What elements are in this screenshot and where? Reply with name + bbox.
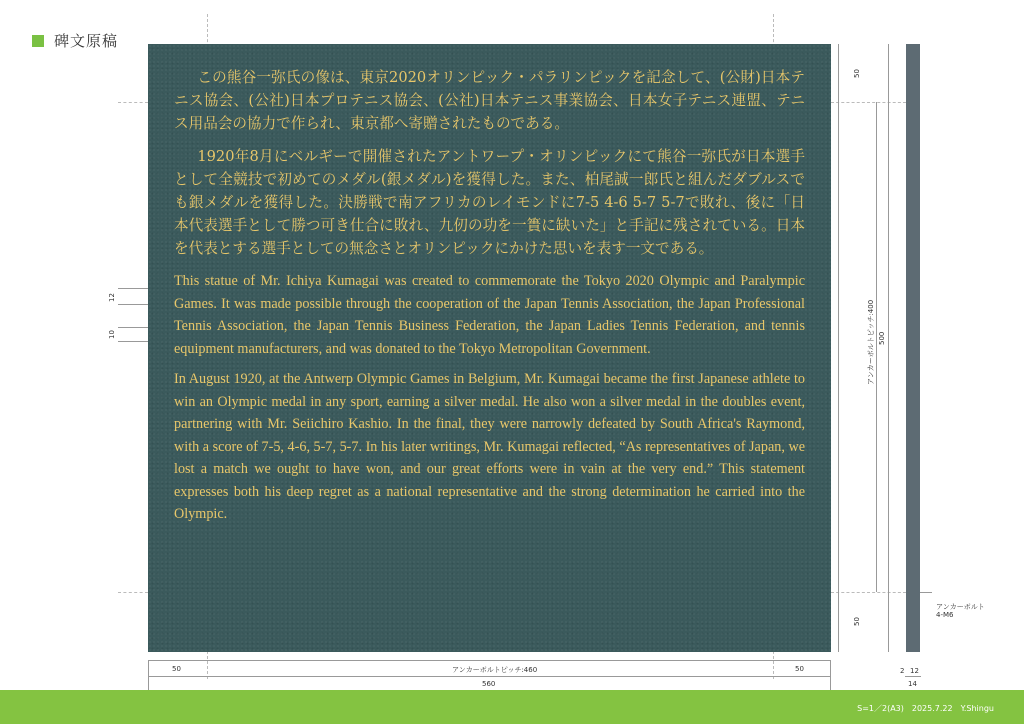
- title-block: [32, 30, 118, 51]
- dim-bottom-50: 50: [853, 617, 861, 626]
- page-title: 碑文原稿: [54, 32, 119, 50]
- dim-anchor-pitch-400: アンカーボルトピッチ:400: [867, 299, 875, 385]
- jp-paragraph-1: この熊谷一弥氏の像は、東京2020オリンピック・パラリンピックを記念して、(公財)日本テニス協会、(公社)日本プロテニス協会、(公社)日本テニス事業協会、日本女子テニス連盟、テニス用品会の協力で作られ、東京都へ寄贈されたものである。: [174, 69, 805, 132]
- jp-paragraph-2: 1920年8月にベルギーで開催されたアントワープ・オリンピックにて熊谷一弥氏が日本選手として全競技で初めてのメダル(銀メダル)を獲得した。また、柏尾誠一郎氏と組んだダブルスでも銀メダルを獲得した。決勝戦で南アフリカのレイモンドに7-5 4-6 5-7 5-7で敗れ、後に「日本代表選手として勝つ可き仕合に敗れ、九仞の功を一簣に缺いた」と手記に残されている。日本を代表とする選手としての無念さとオリンピックにかけた思いを表す一文である。: [174, 148, 805, 257]
- plaque-panel: [148, 44, 831, 652]
- dim-height-500: 500: [878, 331, 886, 345]
- guide-line-top-left: [118, 102, 148, 103]
- dim-bottom-left-50: 50: [172, 665, 181, 673]
- dim-anchor-pitch-460: アンカーボルトピッチ:460: [452, 666, 538, 674]
- anchor-leader-line: [920, 592, 932, 593]
- footer-bar: [0, 690, 1024, 724]
- dim-top-50: 50: [853, 69, 861, 78]
- en-paragraph-2: In August 1920, at the Antwerp Olympic Games in Belgium, Mr. Kumagai became the first Japanese athlete to win an Olympic medal in any sport, earning a silver medal. He also won a silver medal in the doubles event, partnering with Mr. Seiichiro Kashio. In the final, they were narrowly defeated by South Africa's Raymond, with a score of 7-5, 4-6, 5-7, 5-7. In his later writings, Mr. Kumagai reflected, “As representatives of Japan, we lost a match we ought to have won, and our great efforts were in vain at the very end.” This statement expresses both his deep regret as a national representative and the strong determination he carried into the Olympic.: [174, 371, 805, 522]
- dim-left-12: 12: [108, 293, 116, 302]
- dim-side-12: 12: [910, 667, 919, 675]
- dim-line-bottom-2: [148, 676, 831, 677]
- dim-line-right-2: [876, 102, 877, 592]
- dim-width-560: 560: [482, 680, 496, 688]
- anchor-label: アンカーボルト: [936, 603, 985, 611]
- dim-bottom-right-50: 50: [795, 665, 804, 673]
- dim-line-side: [905, 676, 921, 677]
- dim-line-left-a: [118, 288, 148, 289]
- guide-line-top-right: [831, 102, 906, 103]
- dim-side-14: 14: [908, 680, 917, 688]
- footer-scale-date-author: S=1／2(A3) 2025.7.22 Y.Shingu: [857, 704, 994, 713]
- dim-tick-bottom-left: [148, 660, 149, 690]
- dim-line-right-1: [838, 44, 839, 652]
- title-marker-icon: [32, 35, 44, 47]
- dim-line-bottom-1: [148, 660, 831, 661]
- dim-left-10: 10: [108, 330, 116, 339]
- dim-side-2: 2: [900, 667, 905, 675]
- guide-line-bottom-left: [118, 592, 148, 593]
- dim-line-left-d: [118, 341, 148, 342]
- dim-line-right-3: [888, 44, 889, 652]
- side-profile-bar: [906, 44, 920, 652]
- dim-line-left-c: [118, 327, 148, 328]
- dim-line-left-b: [118, 304, 148, 305]
- en-paragraph-1: This statue of Mr. Ichiya Kumagai was created to commemorate the Tokyo 2020 Olympic and Paralympic Games. It was made possible through the cooperation of the Japan Tennis Association, the Japan Professional Tennis Association, the Japan Tennis Business Federation, the Japan Ladies Tennis Federation, and tennis equipment manufacturers, and was donated to the Tokyo Metropolitan Government.: [174, 273, 805, 357]
- guide-line-bottom-right: [831, 592, 906, 593]
- anchor-spec: 4-M6: [936, 611, 954, 619]
- dim-tick-bottom-right: [830, 660, 831, 690]
